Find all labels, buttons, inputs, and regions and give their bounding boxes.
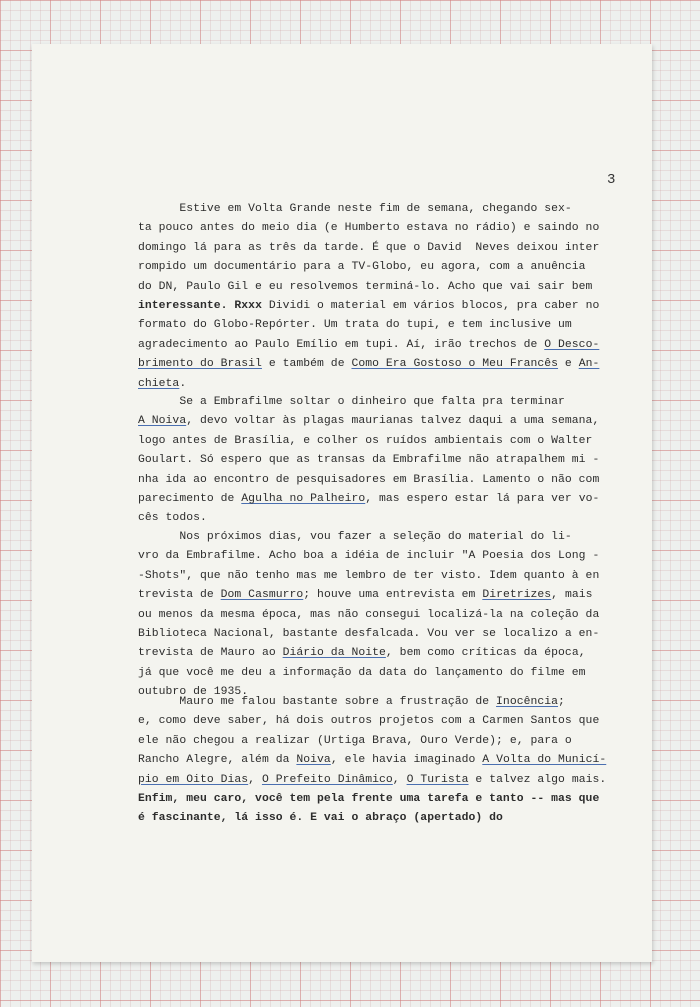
- text-segment: , devo voltar às plagas maurianas talvez daqui a uma semana,: [186, 415, 600, 428]
- text-segment: , ele havia imaginado: [330, 754, 483, 767]
- text-line: [138, 375, 618, 394]
- underlined-title: O Prefeito Dinâmico: [261, 773, 393, 786]
- text-line: [138, 200, 618, 219]
- underlined-title: chieta: [138, 377, 180, 390]
- underlined-title: Inocência: [496, 696, 559, 708]
- underlined-title: O Turista: [406, 773, 469, 786]
- text-line: [138, 606, 618, 625]
- text-line: [138, 625, 618, 644]
- page-number: 3: [607, 172, 616, 188]
- underlined-title: A Volta do Municí-: [482, 754, 607, 767]
- paragraph-4: [138, 693, 618, 829]
- text-segment: ta pouco antes do meio dia (e Humberto estava no rádio) e saindo no: [138, 222, 600, 235]
- text-segment: ou menos da mesma época, mas não consegui localizá-la na coleção da: [138, 608, 600, 621]
- text-segment: Goulart. Só espero que as transas da Embrafilme não atrapalhem mi -: [138, 454, 600, 467]
- text-line: [138, 547, 618, 566]
- text-line: [138, 451, 618, 470]
- text-line: [138, 336, 618, 355]
- text-line: [138, 471, 618, 490]
- text-line: [138, 712, 618, 731]
- text-segment: trevista de Mauro ao: [138, 647, 283, 660]
- text-segment: nha ida ao encontro de pesquisadores em Brasília. Lamento o não com: [138, 473, 600, 486]
- text-line: [138, 732, 618, 751]
- text-line: [138, 393, 618, 412]
- text-segment: Rancho Alegre, além da: [138, 754, 297, 767]
- text-line: [138, 809, 618, 828]
- text-line: [138, 567, 618, 586]
- text-line: [138, 258, 618, 277]
- underlined-title: Diretrizes: [482, 589, 552, 602]
- text-segment: Estive em Volta Grande neste fim de semana, chegando sex-: [138, 203, 572, 215]
- text-segment: Enfim, meu caro, você tem pela frente uma tarefa e tanto -- mas que: [138, 792, 600, 805]
- underlined-title: brimento do Brasil: [138, 358, 262, 371]
- text-segment: ; houve uma entrevista em: [303, 589, 483, 602]
- text-segment: e: [558, 358, 579, 371]
- text-segment: cês todos.: [138, 512, 207, 525]
- text-segment: ;: [558, 696, 565, 708]
- underlined-title: pio em Oito Dias: [138, 773, 249, 786]
- text-line: [138, 490, 618, 509]
- text-segment: Nos próximos dias, vou fazer a seleção do material do li-: [138, 531, 572, 543]
- text-segment: Se a Embrafilme soltar o dinheiro que falta pra terminar: [138, 396, 565, 408]
- text-line: [138, 771, 618, 790]
- text-segment: já que você me deu a informação da data do lançamento do filme em: [138, 666, 586, 679]
- text-segment: parecimento de: [138, 492, 242, 505]
- paragraph-2: [138, 393, 618, 529]
- paragraph-1: [138, 200, 618, 394]
- underlined-title: Dom Casmurro: [220, 589, 304, 602]
- text-line: [138, 790, 618, 809]
- text-segment: Dividi o material em vários blocos, pra caber no: [261, 299, 600, 312]
- text-segment: é fascinante, lá isso é. E vai o abraço (apertado) do: [138, 812, 503, 825]
- underlined-title: An-: [578, 358, 600, 371]
- text-line: [138, 412, 618, 431]
- text-segment: ,: [248, 773, 262, 786]
- text-segment: trevista de: [138, 589, 221, 602]
- text-segment: Biblioteca Nacional, bastante desfalcada. Vou ver se localizo a en-: [138, 627, 600, 640]
- text-line: [138, 751, 618, 770]
- text-line: [138, 664, 618, 683]
- text-segment: , bem como críticas da época,: [385, 647, 586, 660]
- text-line: [138, 509, 618, 528]
- text-segment: agradecimento ao Paulo Emílio em tupi. Aí, irão trechos de: [138, 338, 545, 351]
- text-line: [138, 693, 618, 712]
- text-line: [138, 644, 618, 663]
- text-line: [138, 219, 618, 238]
- text-line: [138, 355, 618, 374]
- underlined-title: A Noiva: [138, 415, 187, 428]
- text-segment: logo antes de Brasília, e colher os ruídos ambientais com o Walter: [138, 434, 593, 447]
- text-segment: , mas espero estar lá para ver vo-: [365, 492, 600, 505]
- text-segment: Mauro me falou bastante sobre a frustração de: [138, 696, 497, 708]
- underlined-title: Agulha no Palheiro: [241, 492, 366, 505]
- text-line: [138, 297, 618, 316]
- text-line: [138, 316, 618, 335]
- text-segment: formato do Globo-Repórter. Um trata do tupi, e tem inclusive um: [138, 319, 572, 332]
- text-line: [138, 278, 618, 297]
- underlined-title: O Desco-: [544, 338, 600, 351]
- text-segment: vro da Embrafilme. Acho boa a idéia de incluir "A Poesia dos Long -: [138, 550, 600, 563]
- underlined-title: Como Era Gostoso o Meu Francês: [351, 358, 559, 371]
- text-segment: e talvez algo mais.: [468, 773, 607, 786]
- text-segment: Rxxx: [234, 299, 262, 312]
- paragraph-3: [138, 528, 618, 703]
- text-segment: outubro de 1935.: [138, 686, 249, 699]
- text-line: [138, 586, 618, 605]
- text-line: [138, 432, 618, 451]
- text-line: [138, 528, 618, 547]
- text-segment: ele não chegou a realizar (Urtiga Brava, Ouro Verde); e, para o: [138, 734, 572, 747]
- text-segment: interessante.: [138, 299, 235, 312]
- text-segment: -Shots", que não tenho mas me lembro de ter visto. Idem quanto à en: [138, 569, 600, 582]
- text-segment: rompido um documentário para a TV-Globo, eu agora, com a anuência: [138, 261, 586, 274]
- underlined-title: Noiva: [296, 754, 331, 767]
- text-line: [138, 239, 618, 258]
- underlined-title: Diário da Noite: [282, 647, 386, 660]
- text-segment: , mais: [551, 589, 593, 602]
- text-segment: domingo lá para as três da tarde. É que o David Neves deixou inter: [138, 241, 600, 254]
- text-segment: e, como deve saber, há dois outros projetos com a Carmen Santos que: [138, 715, 600, 728]
- text-segment: ,: [392, 773, 407, 786]
- text-segment: do DN, Paulo Gil e eu resolvemos terminá-lo. Acho que vai sair bem: [138, 280, 593, 293]
- text-segment: e também de: [261, 358, 352, 371]
- text-segment: .: [179, 377, 187, 390]
